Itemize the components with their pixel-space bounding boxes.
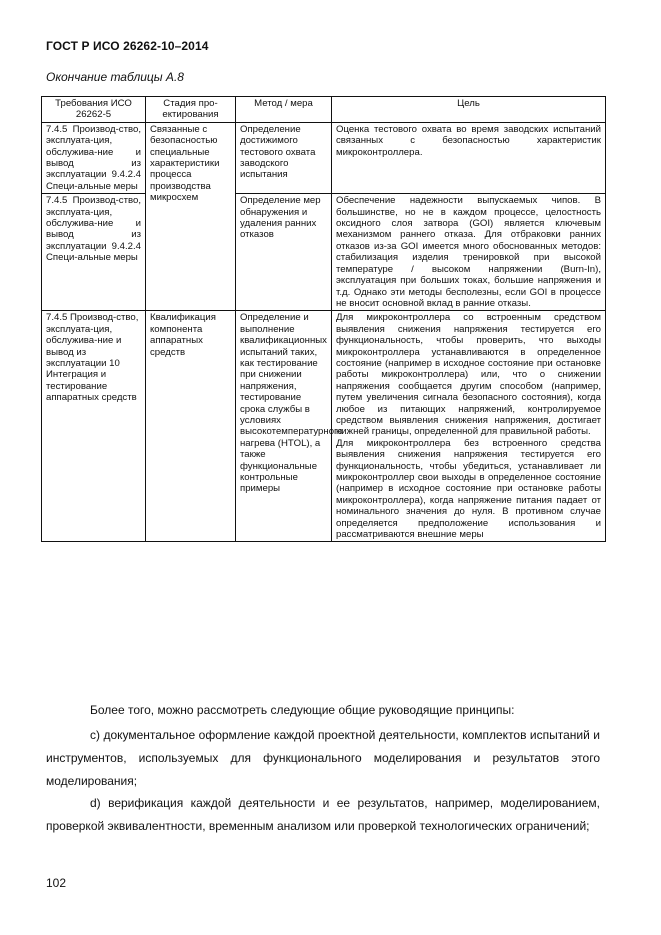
requirement-cell: 7.4.5 Производ-ство, эксплуата-ция, обслужива-ние и вывод из эксплуатации 10 Интеграция и тестирование аппаратных средств (42, 311, 146, 542)
table-row (42, 194, 606, 311)
requirement-cell: 7.4.5 Производ-ство, эксплуата-ция, обслужива-ние и вывод из эксплуатации 9.4.2.4 Специ-альные меры (42, 122, 146, 193)
goal-cell (332, 311, 606, 542)
body-paragraph-intro: Более того, можно рассмотреть следующие общие руководящие принципы: (90, 703, 515, 717)
column-header-requirements: Требования ИСО 26262-5 (42, 97, 146, 123)
requirement-cell: 7.4.5 Производ-ство, эксплуата-ция, обслужива-ние и вывод из эксплуатации 9.4.2.4 Специ-альные меры (42, 194, 146, 311)
stage-cell: Связанные с безопасностью специальные характеристики процесса производства микросхем (146, 122, 236, 311)
method-cell: Определение достижимого тестового охвата заводского испытания (236, 122, 332, 193)
page-number: 102 (46, 876, 67, 890)
body-paragraph-item-d: d) верификация каждой деятельности и ее результатов, например, моделированием, проверкой эквивалентности, временным анализом или проверкой технологических ограничений; (46, 796, 600, 833)
table-row (42, 122, 606, 193)
stage-cell: Квалификация компонента аппаратных средств (146, 311, 236, 542)
requirements-table (41, 96, 606, 542)
goal-paragraph: Для микроконтроллера со встроенным средством выявления снижения напряжения тестируется его функциональность, чтобы проверить, что выходы микроконтроллера устанавливаются в определенное состояние (например в исходное состояние при остановке работы микроконтроллера) или, что о снижении напряжения сообщается другим способом (например, путем увеличения сигнала безопасного состояния), когда любое из питающих напряжений, контролируемое средством выявления снижения напряжения, достигает нижней границы, определенной для правильной работы. (336, 312, 601, 438)
column-header-stage: Стадия про-ектирования (146, 97, 236, 123)
column-header-goal: Цель (332, 97, 606, 123)
document-header: ГОСТ Р ИСО 26262-10–2014 (46, 39, 209, 53)
table-header-row (42, 97, 606, 123)
body-paragraph-item-c: c) документальное оформление каждой проектной деятельности, комплектов испытаний и инструментов, используемых для функционального моделирования и результатов этого моделирования; (46, 728, 600, 788)
goal-cell: Обеспечение надежности выпускаемых чипов. В большинстве, но не в каждом процессе, целостность оксидного слоя затвора (GOI) является ключевым механизмом раннего отказа. Для отбраковки ранних отказов из-за GOI имеется много обоснованных методов: стабилизация изделия тренировкой при высокой температуре / высоком напряжении (Burn-In), эксплуатация при больших токах, большие напряжения и т.д. Однако эти методы бесполезны, если GOI в процессе не вносит основной вклад в ранние отказы. (332, 194, 606, 311)
goal-cell: Оценка тестового охвата во время заводских испытаний связанных с безопасностью характеристик микроконтроллера. (332, 122, 606, 193)
table-row (42, 311, 606, 542)
column-header-method: Метод / мера (236, 97, 332, 123)
method-cell: Определение мер обнаружения и удаления ранних отказов (236, 194, 332, 311)
table-caption: Окончание таблицы А.8 (46, 70, 184, 84)
method-cell: Определение и выполнение квалификационных испытаний таких, как тестирование при снижении напряжения, тестирование срока службы в условиях высокотемпературного нагрева (HTOL), а также функциональные контрольные примеры (236, 311, 332, 542)
goal-paragraph: Для микроконтроллера без встроенного средства выявления снижения напряжения тестируется его функциональность, чтобы убедиться, устанавливает ли микроконтроллер свои выходы в определенное состояние (например в исходное состояние при остановке работы микроконтроллера), когда напряжение питания падает от номинального значения до нуля. В противном случае определяется предположение использования и рассматриваются внешние меры (336, 437, 601, 541)
